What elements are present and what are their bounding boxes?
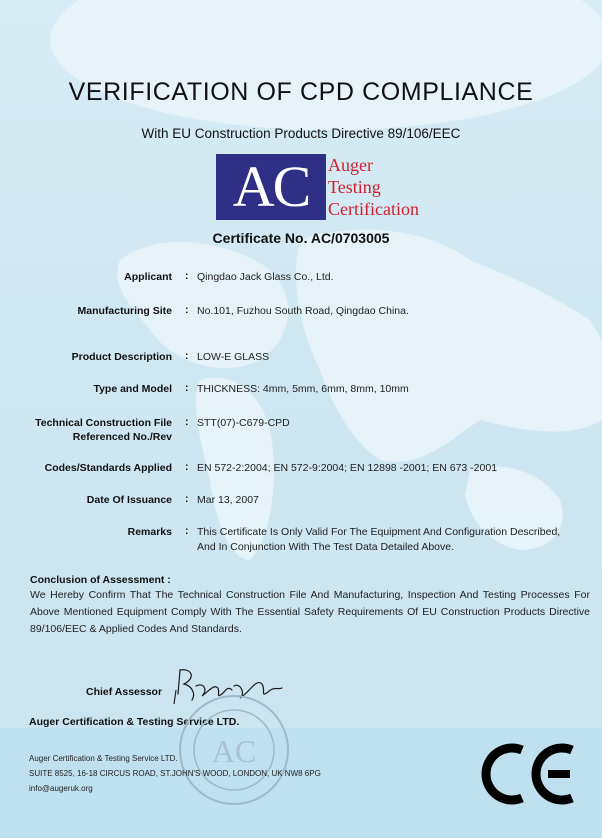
footer-address: SUITE 8525, 16-18 CIRCUS ROAD, ST.JOHN'S WOOD, LONDON, UK NW8 6PG	[29, 769, 321, 778]
applicant-value: Qingdao Jack Glass Co., Ltd.	[197, 271, 334, 283]
colon: :	[185, 382, 189, 394]
colon: :	[185, 461, 189, 473]
document-title: VERIFICATION OF CPD COMPLIANCE	[68, 78, 534, 106]
company-seal	[176, 692, 292, 808]
manufacturing-site-label: Manufacturing Site	[77, 305, 172, 317]
codes-standards-label: Codes/Standards Applied	[44, 462, 172, 474]
remarks-value-line1: This Certificate Is Only Valid For The Equipment And Configuration Described,	[197, 526, 561, 538]
conclusion-label: Conclusion of Assessment :	[30, 574, 171, 586]
footer-company: Auger Certification & Testing Service LTD.	[29, 754, 178, 763]
technical-file-label-line2: Referenced No./Rev	[72, 431, 172, 443]
technical-file-label: Technical Construction File	[35, 417, 172, 429]
date-of-issuance-label: Date Of Issuance	[86, 494, 172, 506]
remarks-value-line2: And In Conjunction With The Test Data Detailed Above.	[197, 541, 455, 553]
product-description-value: LOW-E GLASS	[197, 351, 270, 363]
ce-mark-icon	[478, 740, 578, 808]
ac-logo	[216, 154, 456, 220]
colon: :	[185, 270, 189, 282]
organization-name: Auger Certification & Testing Service LTD.	[29, 716, 240, 728]
seal-text: AC	[211, 733, 257, 769]
certificate-number: Certificate No. AC/0703005	[212, 230, 390, 246]
applicant-label: Applicant	[124, 271, 172, 283]
colon: :	[185, 416, 189, 428]
date-of-issuance-value: Mar 13, 2007	[197, 494, 259, 506]
technical-file-value: STT(07)-C679-CPD	[197, 417, 290, 429]
type-and-model-label: Type and Model	[93, 383, 172, 395]
colon: :	[185, 525, 189, 537]
document-subtitle: With EU Construction Products Directive 89/106/EEC	[141, 126, 461, 141]
logo-line-certification: Certification	[328, 199, 419, 219]
chief-assessor-label: Chief Assessor	[86, 686, 163, 698]
colon: :	[185, 350, 189, 362]
logo-initials: AC	[216, 154, 326, 220]
manufacturing-site-value: No.101, Fuzhou South Road, Qingdao China.	[197, 305, 409, 317]
product-description-label: Product Description	[71, 351, 172, 363]
remarks-label: Remarks	[127, 526, 172, 538]
codes-standards-value: EN 572-2:2004; EN 572-9:2004; EN 12898 -2001; EN 673 -2001	[197, 462, 498, 474]
type-and-model-value: THICKNESS: 4mm, 5mm, 6mm, 8mm, 10mm	[197, 383, 409, 395]
footer-email: info@augeruk.org	[29, 784, 93, 793]
conclusion-text: We Hereby Confirm That The Technical Construction File And Manufacturing, Inspection And Testing Processes For Above Mentioned Equipment Comply With The Essential Safety Requirements Of EU Construction Products Directive 89/106/EEC & Applied Codes And Standards.	[30, 589, 590, 635]
logo-line-auger: Auger	[328, 155, 373, 175]
logo-line-testing: Testing	[328, 177, 381, 197]
colon: :	[185, 493, 189, 505]
colon: :	[185, 304, 189, 316]
